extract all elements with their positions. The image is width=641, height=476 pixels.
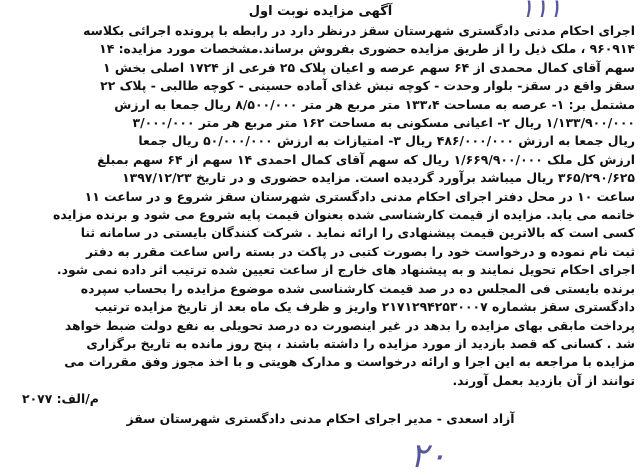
notice-line: توانند از آن بازدید بعمل آورند. [452,372,635,388]
notice-line: خاتمه می یابد. مزایده از قیمت کارشناسی شده بعنوان قیمت پایه شروع می شود و برنده مزایده [53,207,635,223]
notice-line: ۳۶۵/۲۹۰/۶۲۵ ریال میباشد برآورد گردیده است. مزایده حضوری و در تاریخ ۱۳۹۷/۱۲/۲۳ [122,170,635,186]
notice-line: ارزش کل ملک ۱/۶۶۹/۹۰۰/۰۰۰ ریال که سهم آقای کمال احمدی ۱۴ سهم از ۶۴ سهم بمبلغ [97,151,635,167]
notice-line: مشتمل بر: ۱- عرصه به مساحت ۱۳۳،۴ متر مربع هر متر ۸/۵۰۰/۰۰۰ ریال جمعا به ارزش [114,96,635,112]
notice-line: اجرای احکام تحویل نمایند و به پیشنهاد های خارج از ساعت تعیین شده ترتیب اثر داده نمی شود. [56,262,635,278]
handwritten-mark-top: ۱۱۱ [520,0,562,24]
notice-line: ساعت ۱۰ در محل دفتر اجرای احکام مدنی دادگستری شهرستان سقز شروع و در ساعت ۱۱ [84,188,635,204]
signature-line: آزاد اسعدی - مدیر اجرای احکام مدنی دادگستری شهرستان سقز [126,411,515,427]
handwritten-mark-bottom: ۲۰ [410,436,447,476]
notice-line: مزایده با مراجعه به این اجرا و ارائه درخواست و مدارک هویتی و با اخذ مجوز وفق مقررات می [64,354,635,370]
notice-line: دادگستری سقز بشماره ۲۱۷۱۲۹۴۲۵۳۰۰۰۷ واریز و ظرف یک ماه بعد از تاریخ مزایده ترتیب [94,299,635,315]
notice-line: ۹۶۰۹۱۴ ، ملک ذیل را از طریق مزایده حضوری بفروش برساند.مشخصات مورد مزایده: ۱۴ [99,41,635,57]
notice-title: آگهی مزایده نوبت اول [248,4,393,19]
notice-line: شد . کسانی که قصد بازدید از مورد مزایده را داشته باشند ، پنج روز مانده به تاریخ برگزاری [86,335,635,351]
notice-line: سهم آقای کمال محمدی از ۶۴ سهم عرصه و اعیان پلاک ۲۵ فرعی از ۱۷۲۴ اصلی بخش ۱ [103,59,635,75]
reference-number: م/الف: ۲۰۷۷ [22,391,99,407]
notice-line: ۱/۱۳۳/۹۰۰/۰۰۰ ریال ۲- اعیانی مسکونی به مساحت ۱۶۲ متر مربع هر متر ۳/۰۰۰/۰۰۰ [132,115,635,131]
notice-line: اجرای احکام مدنی دادگستری شهرستان سقز درنظر دارد در رابطه با پرونده اجرائی بکلاسه [83,23,635,38]
notice-line: پرداخت مابقی بهای مزایده را بدهد در غیر اینصورت ده درصد تحویلی به نفع دولت ضبط خواهد [64,317,635,333]
notice-line: ثبت نام نموده و درخواست خود را بصورت کتبی در پاکت در بسته راس ساعت مقرر به دفتر [85,243,635,259]
notice-line: کسی است که بالاترین قیمت پیشنهادی را ارائه نماید . شرکت کنندگان بایستی در سامانه ثنا [80,225,635,241]
notice-line: سقز واقع در سقز- بلوار وحدت - کوچه نبش غذای آماده حسینی - کوچه طالبی - پلاک ۲۲ [100,78,635,94]
notice-line: برنده بایستی فی المجلس ده در صد قیمت کارشناسی شده موضوع مزایده را بحساب سپرده [80,280,635,296]
notice-line: ریال جمعا به ارزش ۴۸۶/۰۰۰/۰۰۰ ریال ۳- امتیازات به ارزش ۵۰/۰۰۰/۰۰۰ ریال جمعا [138,133,635,149]
notice-body [6,22,635,390]
